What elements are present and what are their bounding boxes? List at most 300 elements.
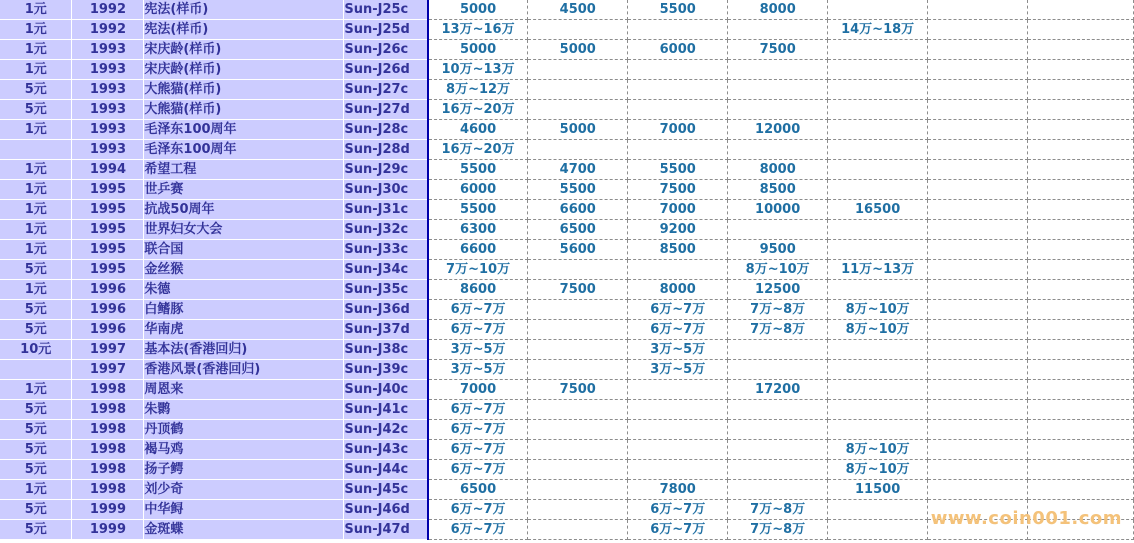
- cell-denomination[interactable]: [0, 140, 72, 160]
- cell-catalog-code[interactable]: Sun-J30c: [344, 180, 428, 200]
- cell-denomination[interactable]: 5元: [0, 80, 72, 100]
- cell-price-5[interactable]: 11万~13万: [828, 260, 928, 280]
- cell-price-1[interactable]: 16万~20万: [428, 140, 528, 160]
- cell-empty[interactable]: [928, 80, 1028, 100]
- cell-year[interactable]: 1992: [72, 0, 144, 20]
- cell-denomination[interactable]: 1元: [0, 380, 72, 400]
- cell-empty[interactable]: [928, 120, 1028, 140]
- cell-denomination[interactable]: 1元: [0, 240, 72, 260]
- cell-price-3[interactable]: [628, 400, 728, 420]
- cell-price-4[interactable]: [728, 140, 828, 160]
- cell-price-3[interactable]: 6万~7万: [628, 500, 728, 520]
- cell-denomination[interactable]: 5元: [0, 520, 72, 540]
- cell-empty[interactable]: [1028, 380, 1134, 400]
- cell-empty[interactable]: [928, 280, 1028, 300]
- cell-coin-name[interactable]: 宋庆龄(样币): [144, 60, 344, 80]
- table-row[interactable]: [0, 280, 1134, 300]
- cell-price-2[interactable]: [528, 260, 628, 280]
- cell-catalog-code[interactable]: Sun-J26c: [344, 40, 428, 60]
- cell-denomination[interactable]: 1元: [0, 120, 72, 140]
- cell-price-5[interactable]: 16500: [828, 200, 928, 220]
- cell-price-2[interactable]: [528, 20, 628, 40]
- cell-price-4[interactable]: 8500: [728, 180, 828, 200]
- cell-price-4[interactable]: [728, 220, 828, 240]
- cell-year[interactable]: 1999: [72, 500, 144, 520]
- cell-empty[interactable]: [928, 220, 1028, 240]
- cell-empty[interactable]: [1028, 120, 1134, 140]
- cell-price-3[interactable]: 6万~7万: [628, 320, 728, 340]
- cell-empty[interactable]: [1028, 420, 1134, 440]
- cell-year[interactable]: 1996: [72, 320, 144, 340]
- cell-empty[interactable]: [1028, 440, 1134, 460]
- cell-price-4[interactable]: 7500: [728, 40, 828, 60]
- cell-price-5[interactable]: [828, 140, 928, 160]
- cell-price-5[interactable]: [828, 220, 928, 240]
- cell-catalog-code[interactable]: Sun-J33c: [344, 240, 428, 260]
- cell-denomination[interactable]: [0, 360, 72, 380]
- cell-year[interactable]: 1999: [72, 520, 144, 540]
- cell-price-4[interactable]: 17200: [728, 380, 828, 400]
- table-row[interactable]: [0, 80, 1134, 100]
- cell-coin-name[interactable]: 褐马鸡: [144, 440, 344, 460]
- cell-coin-name[interactable]: 世乒赛: [144, 180, 344, 200]
- cell-empty[interactable]: [1028, 180, 1134, 200]
- cell-empty[interactable]: [1028, 40, 1134, 60]
- cell-empty[interactable]: [928, 40, 1028, 60]
- cell-coin-name[interactable]: 刘少奇: [144, 480, 344, 500]
- cell-empty[interactable]: [928, 200, 1028, 220]
- cell-price-2[interactable]: 4700: [528, 160, 628, 180]
- cell-catalog-code[interactable]: Sun-J25c: [344, 0, 428, 20]
- cell-coin-name[interactable]: 联合国: [144, 240, 344, 260]
- cell-coin-name[interactable]: 中华鲟: [144, 500, 344, 520]
- cell-price-2[interactable]: 5000: [528, 40, 628, 60]
- cell-year[interactable]: 1995: [72, 240, 144, 260]
- cell-year[interactable]: 1993: [72, 120, 144, 140]
- cell-empty[interactable]: [1028, 240, 1134, 260]
- cell-price-5[interactable]: [828, 80, 928, 100]
- cell-year[interactable]: 1993: [72, 140, 144, 160]
- cell-price-1[interactable]: 7000: [428, 380, 528, 400]
- cell-price-3[interactable]: [628, 20, 728, 40]
- cell-price-2[interactable]: 6600: [528, 200, 628, 220]
- cell-empty[interactable]: [928, 300, 1028, 320]
- cell-coin-name[interactable]: 大熊猫(样币): [144, 80, 344, 100]
- cell-price-1[interactable]: 6万~7万: [428, 440, 528, 460]
- cell-catalog-code[interactable]: Sun-J29c: [344, 160, 428, 180]
- cell-price-3[interactable]: [628, 260, 728, 280]
- cell-empty[interactable]: [928, 100, 1028, 120]
- cell-year[interactable]: 1997: [72, 360, 144, 380]
- cell-price-2[interactable]: 6500: [528, 220, 628, 240]
- cell-coin-name[interactable]: 丹顶鹤: [144, 420, 344, 440]
- cell-price-4[interactable]: [728, 480, 828, 500]
- cell-price-5[interactable]: [828, 160, 928, 180]
- cell-price-5[interactable]: [828, 400, 928, 420]
- cell-denomination[interactable]: 1元: [0, 60, 72, 80]
- cell-catalog-code[interactable]: Sun-J28d: [344, 140, 428, 160]
- cell-empty[interactable]: [1028, 100, 1134, 120]
- cell-catalog-code[interactable]: Sun-J32c: [344, 220, 428, 240]
- cell-empty[interactable]: [1028, 20, 1134, 40]
- cell-price-2[interactable]: 7500: [528, 380, 628, 400]
- cell-empty[interactable]: [1028, 160, 1134, 180]
- table-row[interactable]: [0, 460, 1134, 480]
- cell-price-5[interactable]: [828, 500, 928, 520]
- cell-empty[interactable]: [1028, 0, 1134, 20]
- cell-price-2[interactable]: [528, 520, 628, 540]
- cell-price-4[interactable]: 7万~8万: [728, 520, 828, 540]
- cell-price-2[interactable]: [528, 420, 628, 440]
- cell-price-5[interactable]: [828, 0, 928, 20]
- cell-price-1[interactable]: 7万~10万: [428, 260, 528, 280]
- cell-price-2[interactable]: [528, 340, 628, 360]
- table-row[interactable]: [0, 20, 1134, 40]
- cell-denomination[interactable]: 5元: [0, 420, 72, 440]
- cell-price-1[interactable]: 16万~20万: [428, 100, 528, 120]
- cell-year[interactable]: 1992: [72, 20, 144, 40]
- cell-price-3[interactable]: 8000: [628, 280, 728, 300]
- cell-price-4[interactable]: [728, 340, 828, 360]
- cell-price-2[interactable]: 5600: [528, 240, 628, 260]
- cell-price-1[interactable]: 6万~7万: [428, 320, 528, 340]
- cell-denomination[interactable]: 1元: [0, 160, 72, 180]
- cell-coin-name[interactable]: 金斑蝶: [144, 520, 344, 540]
- cell-denomination[interactable]: 5元: [0, 440, 72, 460]
- cell-empty[interactable]: [928, 360, 1028, 380]
- cell-catalog-code[interactable]: Sun-J43c: [344, 440, 428, 460]
- cell-empty[interactable]: [928, 320, 1028, 340]
- cell-price-4[interactable]: 8000: [728, 160, 828, 180]
- cell-coin-name[interactable]: 希望工程: [144, 160, 344, 180]
- cell-empty[interactable]: [1028, 140, 1134, 160]
- cell-price-3[interactable]: 7800: [628, 480, 728, 500]
- cell-catalog-code[interactable]: Sun-J40c: [344, 380, 428, 400]
- cell-price-5[interactable]: [828, 120, 928, 140]
- cell-catalog-code[interactable]: Sun-J27c: [344, 80, 428, 100]
- cell-price-3[interactable]: [628, 80, 728, 100]
- cell-coin-name[interactable]: 周恩来: [144, 380, 344, 400]
- cell-price-2[interactable]: 5500: [528, 180, 628, 200]
- cell-price-5[interactable]: [828, 60, 928, 80]
- cell-catalog-code[interactable]: Sun-J35c: [344, 280, 428, 300]
- cell-empty[interactable]: [928, 160, 1028, 180]
- cell-catalog-code[interactable]: Sun-J46d: [344, 500, 428, 520]
- table-row[interactable]: [0, 60, 1134, 80]
- table-row[interactable]: [0, 320, 1134, 340]
- cell-year[interactable]: 1997: [72, 340, 144, 360]
- cell-catalog-code[interactable]: Sun-J37d: [344, 320, 428, 340]
- cell-denomination[interactable]: 5元: [0, 460, 72, 480]
- table-row[interactable]: [0, 440, 1134, 460]
- cell-catalog-code[interactable]: Sun-J27d: [344, 100, 428, 120]
- cell-year[interactable]: 1995: [72, 180, 144, 200]
- cell-catalog-code[interactable]: Sun-J25d: [344, 20, 428, 40]
- table-row[interactable]: [0, 240, 1134, 260]
- table-row[interactable]: [0, 380, 1134, 400]
- cell-empty[interactable]: [928, 140, 1028, 160]
- cell-empty[interactable]: [928, 420, 1028, 440]
- cell-price-4[interactable]: 7万~8万: [728, 300, 828, 320]
- cell-catalog-code[interactable]: Sun-J41c: [344, 400, 428, 420]
- table-row[interactable]: [0, 100, 1134, 120]
- cell-price-5[interactable]: [828, 380, 928, 400]
- cell-price-5[interactable]: 8万~10万: [828, 460, 928, 480]
- cell-price-5[interactable]: [828, 340, 928, 360]
- cell-empty[interactable]: [1028, 260, 1134, 280]
- cell-price-3[interactable]: [628, 460, 728, 480]
- cell-coin-name[interactable]: 朱德: [144, 280, 344, 300]
- table-row[interactable]: [0, 120, 1134, 140]
- cell-coin-name[interactable]: 毛泽东100周年: [144, 140, 344, 160]
- cell-denomination[interactable]: 5元: [0, 260, 72, 280]
- cell-price-1[interactable]: 3万~5万: [428, 360, 528, 380]
- cell-price-1[interactable]: 6300: [428, 220, 528, 240]
- cell-price-1[interactable]: 8600: [428, 280, 528, 300]
- cell-empty[interactable]: [928, 260, 1028, 280]
- cell-denomination[interactable]: 10元: [0, 340, 72, 360]
- cell-price-1[interactable]: 6000: [428, 180, 528, 200]
- cell-coin-name[interactable]: 华南虎: [144, 320, 344, 340]
- cell-catalog-code[interactable]: Sun-J36d: [344, 300, 428, 320]
- table-row[interactable]: [0, 200, 1134, 220]
- cell-denomination[interactable]: 1元: [0, 20, 72, 40]
- table-row[interactable]: [0, 0, 1134, 20]
- cell-catalog-code[interactable]: Sun-J42c: [344, 420, 428, 440]
- cell-price-1[interactable]: 4600: [428, 120, 528, 140]
- cell-price-3[interactable]: 8500: [628, 240, 728, 260]
- cell-price-3[interactable]: [628, 420, 728, 440]
- cell-denomination[interactable]: 5元: [0, 500, 72, 520]
- cell-empty[interactable]: [928, 400, 1028, 420]
- table-row[interactable]: [0, 160, 1134, 180]
- cell-empty[interactable]: [1028, 80, 1134, 100]
- cell-price-3[interactable]: 3万~5万: [628, 360, 728, 380]
- cell-coin-name[interactable]: 宪法(样币): [144, 20, 344, 40]
- cell-coin-name[interactable]: 朱鹮: [144, 400, 344, 420]
- cell-price-5[interactable]: 14万~18万: [828, 20, 928, 40]
- cell-empty[interactable]: [928, 20, 1028, 40]
- cell-year[interactable]: 1995: [72, 200, 144, 220]
- cell-denomination[interactable]: 1元: [0, 0, 72, 20]
- cell-price-3[interactable]: 5500: [628, 0, 728, 20]
- table-row[interactable]: [0, 180, 1134, 200]
- cell-price-1[interactable]: 6万~7万: [428, 460, 528, 480]
- cell-price-4[interactable]: 9500: [728, 240, 828, 260]
- cell-year[interactable]: 1998: [72, 480, 144, 500]
- cell-catalog-code[interactable]: Sun-J34c: [344, 260, 428, 280]
- cell-denomination[interactable]: 1元: [0, 280, 72, 300]
- cell-price-3[interactable]: 5500: [628, 160, 728, 180]
- cell-coin-name[interactable]: 白鳍豚: [144, 300, 344, 320]
- cell-price-2[interactable]: [528, 60, 628, 80]
- cell-price-5[interactable]: [828, 420, 928, 440]
- cell-price-4[interactable]: [728, 460, 828, 480]
- cell-price-5[interactable]: 8万~10万: [828, 440, 928, 460]
- table-row[interactable]: [0, 140, 1134, 160]
- cell-coin-name[interactable]: 抗战50周年: [144, 200, 344, 220]
- cell-year[interactable]: 1998: [72, 420, 144, 440]
- cell-price-3[interactable]: 3万~5万: [628, 340, 728, 360]
- cell-denomination[interactable]: 1元: [0, 480, 72, 500]
- cell-empty[interactable]: [928, 240, 1028, 260]
- cell-catalog-code[interactable]: Sun-J28c: [344, 120, 428, 140]
- cell-price-4[interactable]: [728, 400, 828, 420]
- cell-price-1[interactable]: 6600: [428, 240, 528, 260]
- cell-empty[interactable]: [928, 380, 1028, 400]
- cell-price-1[interactable]: 6万~7万: [428, 400, 528, 420]
- cell-price-4[interactable]: [728, 440, 828, 460]
- cell-price-5[interactable]: [828, 280, 928, 300]
- cell-price-1[interactable]: 5000: [428, 40, 528, 60]
- cell-price-3[interactable]: 6万~7万: [628, 300, 728, 320]
- cell-price-3[interactable]: 6000: [628, 40, 728, 60]
- cell-year[interactable]: 1998: [72, 400, 144, 420]
- cell-price-2[interactable]: [528, 140, 628, 160]
- cell-year[interactable]: 1996: [72, 280, 144, 300]
- cell-price-1[interactable]: 6万~7万: [428, 300, 528, 320]
- cell-denomination[interactable]: 1元: [0, 40, 72, 60]
- cell-price-5[interactable]: 8万~10万: [828, 320, 928, 340]
- cell-year[interactable]: 1994: [72, 160, 144, 180]
- cell-empty[interactable]: [928, 480, 1028, 500]
- cell-price-5[interactable]: 11500: [828, 480, 928, 500]
- cell-price-2[interactable]: 4500: [528, 0, 628, 20]
- cell-price-5[interactable]: 8万~10万: [828, 300, 928, 320]
- cell-catalog-code[interactable]: Sun-J31c: [344, 200, 428, 220]
- cell-year[interactable]: 1998: [72, 380, 144, 400]
- cell-price-5[interactable]: [828, 180, 928, 200]
- cell-price-2[interactable]: 7500: [528, 280, 628, 300]
- table-row[interactable]: [0, 420, 1134, 440]
- cell-empty[interactable]: [1028, 220, 1134, 240]
- cell-price-3[interactable]: 7000: [628, 200, 728, 220]
- cell-year[interactable]: 1995: [72, 220, 144, 240]
- cell-empty[interactable]: [928, 180, 1028, 200]
- cell-empty[interactable]: [1028, 320, 1134, 340]
- cell-catalog-code[interactable]: Sun-J39c: [344, 360, 428, 380]
- cell-price-2[interactable]: [528, 460, 628, 480]
- cell-price-1[interactable]: 13万~16万: [428, 20, 528, 40]
- cell-empty[interactable]: [1028, 200, 1134, 220]
- cell-price-2[interactable]: [528, 500, 628, 520]
- cell-price-1[interactable]: 10万~13万: [428, 60, 528, 80]
- cell-coin-name[interactable]: 香港风景(香港回归): [144, 360, 344, 380]
- cell-year[interactable]: 1993: [72, 60, 144, 80]
- cell-price-3[interactable]: [628, 440, 728, 460]
- cell-price-4[interactable]: [728, 20, 828, 40]
- cell-price-2[interactable]: [528, 300, 628, 320]
- cell-empty[interactable]: [928, 0, 1028, 20]
- cell-year[interactable]: 1993: [72, 100, 144, 120]
- cell-coin-name[interactable]: 扬子鳄: [144, 460, 344, 480]
- cell-price-1[interactable]: 6500: [428, 480, 528, 500]
- cell-empty[interactable]: [1028, 340, 1134, 360]
- cell-price-5[interactable]: [828, 360, 928, 380]
- cell-price-4[interactable]: 8000: [728, 0, 828, 20]
- cell-price-4[interactable]: 12000: [728, 120, 828, 140]
- cell-price-5[interactable]: [828, 520, 928, 540]
- cell-denomination[interactable]: 5元: [0, 100, 72, 120]
- cell-price-2[interactable]: 5000: [528, 120, 628, 140]
- cell-empty[interactable]: [1028, 360, 1134, 380]
- cell-denomination[interactable]: 1元: [0, 220, 72, 240]
- cell-price-1[interactable]: 5000: [428, 0, 528, 20]
- cell-coin-name[interactable]: 大熊猫(样币): [144, 100, 344, 120]
- cell-price-3[interactable]: 9200: [628, 220, 728, 240]
- cell-coin-name[interactable]: 毛泽东100周年: [144, 120, 344, 140]
- cell-catalog-code[interactable]: Sun-J26d: [344, 60, 428, 80]
- cell-price-2[interactable]: [528, 320, 628, 340]
- table-row[interactable]: [0, 40, 1134, 60]
- cell-price-2[interactable]: [528, 360, 628, 380]
- cell-empty[interactable]: [1028, 60, 1134, 80]
- cell-price-1[interactable]: 6万~7万: [428, 420, 528, 440]
- cell-price-4[interactable]: [728, 360, 828, 380]
- cell-price-2[interactable]: [528, 100, 628, 120]
- cell-empty[interactable]: [1028, 480, 1134, 500]
- cell-price-2[interactable]: [528, 440, 628, 460]
- cell-price-2[interactable]: [528, 80, 628, 100]
- cell-denomination[interactable]: 1元: [0, 180, 72, 200]
- cell-year[interactable]: 1998: [72, 440, 144, 460]
- cell-price-3[interactable]: 7000: [628, 120, 728, 140]
- table-row[interactable]: [0, 340, 1134, 360]
- cell-price-5[interactable]: [828, 240, 928, 260]
- cell-price-4[interactable]: 7万~8万: [728, 320, 828, 340]
- cell-empty[interactable]: [928, 460, 1028, 480]
- cell-price-1[interactable]: 6万~7万: [428, 520, 528, 540]
- cell-coin-name[interactable]: 宪法(样币): [144, 0, 344, 20]
- table-row[interactable]: [0, 220, 1134, 240]
- cell-coin-name[interactable]: 基本法(香港回归): [144, 340, 344, 360]
- cell-catalog-code[interactable]: Sun-J38c: [344, 340, 428, 360]
- cell-price-4[interactable]: 7万~8万: [728, 500, 828, 520]
- cell-price-3[interactable]: [628, 380, 728, 400]
- table-row[interactable]: [0, 400, 1134, 420]
- cell-coin-name[interactable]: 金丝猴: [144, 260, 344, 280]
- cell-year[interactable]: 1995: [72, 260, 144, 280]
- cell-year[interactable]: 1996: [72, 300, 144, 320]
- table-row[interactable]: [0, 360, 1134, 380]
- cell-catalog-code[interactable]: Sun-J47d: [344, 520, 428, 540]
- table-row[interactable]: [0, 480, 1134, 500]
- cell-year[interactable]: 1998: [72, 460, 144, 480]
- cell-year[interactable]: 1993: [72, 80, 144, 100]
- cell-price-4[interactable]: [728, 80, 828, 100]
- cell-price-1[interactable]: 5500: [428, 200, 528, 220]
- cell-price-4[interactable]: [728, 100, 828, 120]
- cell-empty[interactable]: [1028, 300, 1134, 320]
- cell-catalog-code[interactable]: Sun-J44c: [344, 460, 428, 480]
- cell-price-3[interactable]: [628, 60, 728, 80]
- cell-price-1[interactable]: 3万~5万: [428, 340, 528, 360]
- cell-price-3[interactable]: [628, 100, 728, 120]
- cell-denomination[interactable]: 1元: [0, 200, 72, 220]
- cell-denomination[interactable]: 5元: [0, 320, 72, 340]
- cell-price-4[interactable]: [728, 60, 828, 80]
- cell-price-2[interactable]: [528, 480, 628, 500]
- cell-year[interactable]: 1993: [72, 40, 144, 60]
- cell-price-4[interactable]: 10000: [728, 200, 828, 220]
- cell-empty[interactable]: [1028, 460, 1134, 480]
- cell-price-3[interactable]: 6万~7万: [628, 520, 728, 540]
- cell-price-2[interactable]: [528, 400, 628, 420]
- cell-price-4[interactable]: 8万~10万: [728, 260, 828, 280]
- cell-empty[interactable]: [928, 60, 1028, 80]
- cell-price-1[interactable]: 8万~12万: [428, 80, 528, 100]
- cell-catalog-code[interactable]: Sun-J45c: [344, 480, 428, 500]
